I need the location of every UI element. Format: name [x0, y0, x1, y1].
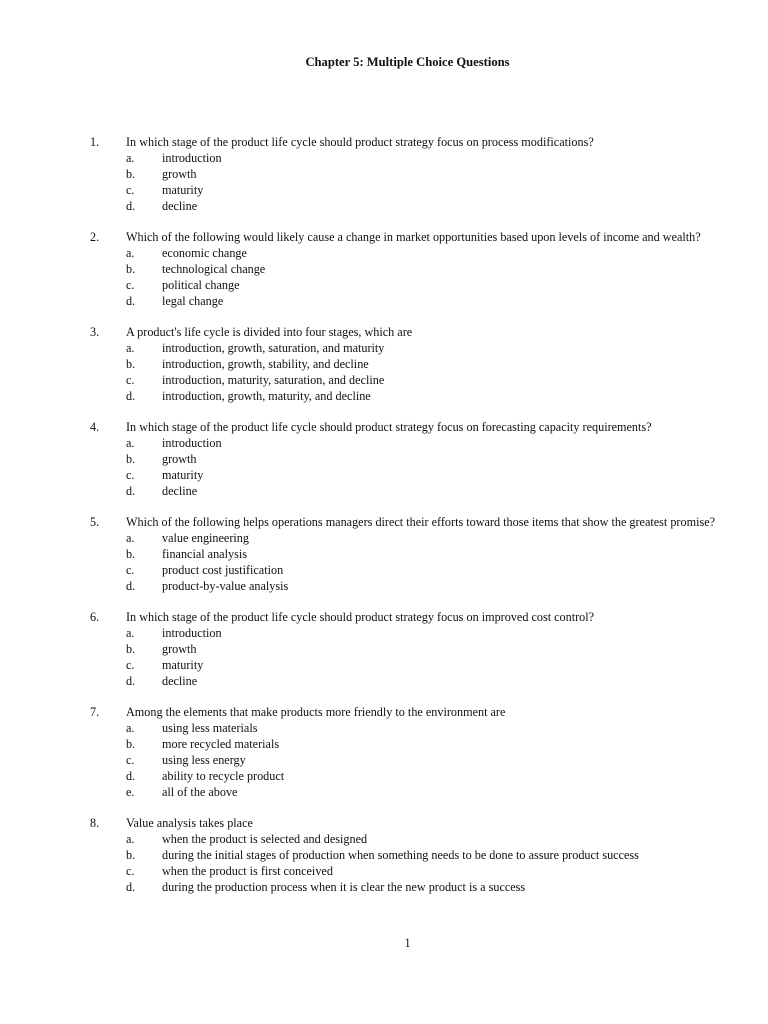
option-text: political change: [162, 278, 240, 292]
option-letter: a.: [126, 626, 135, 640]
answer-option: [0, 293, 768, 309]
option-letter: b.: [126, 848, 136, 862]
answer-option: [0, 562, 768, 578]
option-text: introduction: [162, 626, 222, 640]
option-letter: d.: [126, 880, 136, 894]
option-text: introduction, growth, saturation, and maturity: [162, 341, 385, 355]
answer-option: [0, 356, 768, 372]
option-text: when the product is selected and designed: [162, 832, 368, 846]
answer-option: [0, 483, 768, 499]
option-letter: a.: [126, 721, 135, 735]
option-letter: d.: [126, 389, 136, 403]
question-text: Value analysis takes place: [126, 816, 253, 830]
option-letter: d.: [126, 769, 136, 783]
option-letter: a.: [126, 341, 135, 355]
option-text: introduction: [162, 151, 222, 165]
answer-option: [0, 261, 768, 277]
option-text: ability to recycle product: [162, 769, 285, 783]
option-letter: c.: [126, 658, 135, 672]
option-text: product cost justification: [162, 563, 284, 577]
answer-option: [0, 625, 768, 641]
option-letter: b.: [126, 642, 136, 656]
answer-option: [0, 340, 768, 356]
question-text: In which stage of the product life cycle should product strategy focus on process modifications?: [126, 135, 594, 149]
option-letter: b.: [126, 262, 136, 276]
question-text: Among the elements that make products more friendly to the environment are: [126, 705, 506, 719]
option-text: maturity: [162, 658, 204, 672]
option-text: during the production process when it is clear the new product is a success: [162, 880, 526, 894]
answer-option: [0, 198, 768, 214]
question-item: [0, 609, 768, 689]
question-number: 4.: [90, 420, 100, 434]
question-text: In which stage of the product life cycle should product strategy focus on forecasting capacity requirements?: [126, 420, 652, 434]
option-letter: b.: [126, 167, 136, 181]
option-text: growth: [162, 642, 197, 656]
question-item: [0, 514, 768, 594]
option-letter: b.: [126, 452, 136, 466]
answer-option: [0, 578, 768, 594]
answer-option: [0, 372, 768, 388]
answer-option: [0, 388, 768, 404]
option-text: decline: [162, 674, 198, 688]
option-text: financial analysis: [162, 547, 247, 561]
answer-option: [0, 768, 768, 784]
option-letter: a.: [126, 246, 135, 260]
option-letter: c.: [126, 563, 135, 577]
question-number: 5.: [90, 515, 100, 529]
option-text: introduction, growth, stability, and decline: [162, 357, 369, 371]
option-text: growth: [162, 167, 197, 181]
question-number: 1.: [90, 135, 100, 149]
option-letter: b.: [126, 737, 136, 751]
option-letter: c.: [126, 864, 135, 878]
question-number: 2.: [90, 230, 100, 244]
question-item: [0, 419, 768, 499]
question-item: [0, 815, 768, 895]
answer-option: [0, 752, 768, 768]
option-text: using less energy: [162, 753, 246, 767]
option-letter: a.: [126, 832, 135, 846]
page-title: Chapter 5: Multiple Choice Questions: [305, 55, 510, 69]
option-text: maturity: [162, 468, 204, 482]
question-item: [0, 229, 768, 309]
answer-option: [0, 673, 768, 689]
page-number: 1: [404, 936, 411, 950]
question-number: 3.: [90, 325, 100, 339]
option-text: product-by-value analysis: [162, 579, 289, 593]
option-letter: a.: [126, 436, 135, 450]
option-letter: c.: [126, 373, 135, 387]
option-letter: e.: [126, 785, 135, 799]
option-letter: c.: [126, 753, 135, 767]
option-text: introduction: [162, 436, 222, 450]
answer-option: [0, 641, 768, 657]
option-text: decline: [162, 484, 198, 498]
question-text: A product's life cycle is divided into four stages, which are: [126, 325, 413, 339]
option-letter: d.: [126, 579, 136, 593]
question-text: In which stage of the product life cycle should product strategy focus on improved cost control?: [126, 610, 595, 624]
option-text: when the product is first conceived: [162, 864, 333, 878]
question-item: [0, 134, 768, 214]
answer-option: [0, 784, 768, 800]
answer-option: [0, 847, 768, 863]
option-text: introduction, growth, maturity, and decline: [162, 389, 371, 403]
option-text: maturity: [162, 183, 204, 197]
answer-option: [0, 720, 768, 736]
option-text: using less materials: [162, 721, 258, 735]
option-text: all of the above: [162, 785, 238, 799]
option-text: more recycled materials: [162, 737, 280, 751]
answer-option: [0, 435, 768, 451]
option-letter: c.: [126, 278, 135, 292]
option-text: economic change: [162, 246, 247, 260]
option-letter: b.: [126, 357, 136, 371]
option-letter: c.: [126, 468, 135, 482]
question-number: 8.: [90, 816, 100, 830]
answer-option: [0, 879, 768, 895]
option-letter: a.: [126, 531, 135, 545]
option-letter: a.: [126, 151, 135, 165]
answer-option: [0, 546, 768, 562]
answer-option: [0, 530, 768, 546]
answer-option: [0, 657, 768, 673]
answer-option: [0, 182, 768, 198]
answer-option: [0, 467, 768, 483]
question-number: 6.: [90, 610, 100, 624]
option-letter: c.: [126, 183, 135, 197]
answer-option: [0, 863, 768, 879]
option-letter: d.: [126, 199, 136, 213]
answer-option: [0, 831, 768, 847]
option-letter: d.: [126, 294, 136, 308]
option-text: decline: [162, 199, 198, 213]
question-number: 7.: [90, 705, 100, 719]
answer-option: [0, 150, 768, 166]
option-text: value engineering: [162, 531, 249, 545]
question-list: [0, 134, 768, 910]
option-text: legal change: [162, 294, 224, 308]
option-text: introduction, maturity, saturation, and decline: [162, 373, 385, 387]
answer-option: [0, 451, 768, 467]
question-text: Which of the following helps operations managers direct their efforts toward those items that show the greatest promise?: [126, 515, 716, 529]
option-text: technological change: [162, 262, 266, 276]
answer-option: [0, 245, 768, 261]
question-item: [0, 324, 768, 404]
question-item: [0, 704, 768, 800]
option-text: during the initial stages of production when something needs to be done to assure product success: [162, 848, 639, 862]
question-text: Which of the following would likely cause a change in market opportunities based upon levels of income and wealth?: [126, 230, 701, 244]
answer-option: [0, 166, 768, 182]
answer-option: [0, 277, 768, 293]
option-text: growth: [162, 452, 197, 466]
option-letter: d.: [126, 674, 136, 688]
answer-option: [0, 736, 768, 752]
option-letter: b.: [126, 547, 136, 561]
option-letter: d.: [126, 484, 136, 498]
